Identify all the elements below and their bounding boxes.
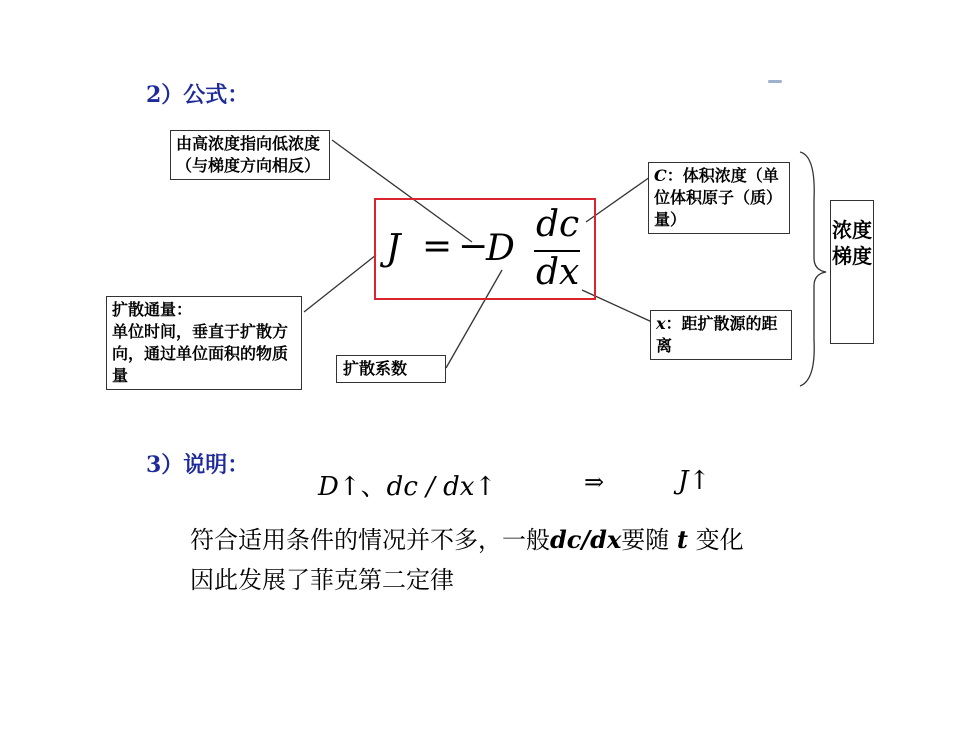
c-label-text: ：体积浓度（单位体积原子（质）量） xyxy=(654,166,783,229)
explanation-line-1-dcdx: dc/dx xyxy=(550,525,622,554)
formula-j: J xyxy=(386,228,401,269)
direction-label-box: 由高浓度指向低浓度（与梯度方向相反） xyxy=(170,130,330,180)
relation-j-arrow: ↑ xyxy=(688,466,711,496)
gradient-label-box xyxy=(830,200,874,344)
relation-d: D xyxy=(318,472,339,502)
flux-label-body: 单位时间，垂直于扩散方向，通过单位面积的物质量 xyxy=(112,322,289,385)
formula-numerator: dc xyxy=(536,204,580,245)
coefficient-label-box: 扩散系数 xyxy=(336,355,446,383)
c-label-box xyxy=(648,162,790,234)
x-label-text: ：距扩散源的距离 xyxy=(656,314,778,355)
relation-j: J xyxy=(678,466,689,496)
relation-dcdx-arrow: ↑ xyxy=(474,472,497,502)
c-label-variable: C xyxy=(654,166,667,185)
gradient-label-text: 浓度梯度 xyxy=(832,218,872,268)
x-label-variable: x xyxy=(656,314,666,333)
section-2-heading: 2）公式： xyxy=(146,82,250,108)
explanation-line-1-mid: 要随 xyxy=(621,526,677,554)
explanation-line-1-suffix: 变化 xyxy=(687,526,744,554)
relation-d-arrow: ↑ xyxy=(338,472,361,502)
explanation-line-2: 因此发展了菲克第二定律 xyxy=(190,566,454,594)
relation-implies: ⇒ xyxy=(584,468,605,496)
explanation-line-1-prefix: 符合适用条件的情况并不多，一般 xyxy=(190,526,550,554)
x-label-box xyxy=(650,310,792,360)
relation-dcdx: dc / dx xyxy=(386,472,475,502)
flux-label-box xyxy=(106,296,302,390)
formula-d: D xyxy=(486,228,515,269)
explanation-line-1 xyxy=(190,520,744,555)
explanation-line-1-t: t xyxy=(676,525,688,554)
gradient-brace xyxy=(800,152,826,386)
relation-line xyxy=(318,466,496,503)
formula-minus: − xyxy=(458,226,489,267)
flux-label-title: 扩散通量： xyxy=(112,300,193,319)
formula-denominator: dx xyxy=(536,252,580,293)
flux-pointer-line xyxy=(304,255,376,312)
relation-result xyxy=(678,466,710,496)
formula-equals: = xyxy=(422,226,453,267)
relation-separator: 、 xyxy=(360,472,387,502)
section-3-heading: 3）说明： xyxy=(146,452,250,478)
